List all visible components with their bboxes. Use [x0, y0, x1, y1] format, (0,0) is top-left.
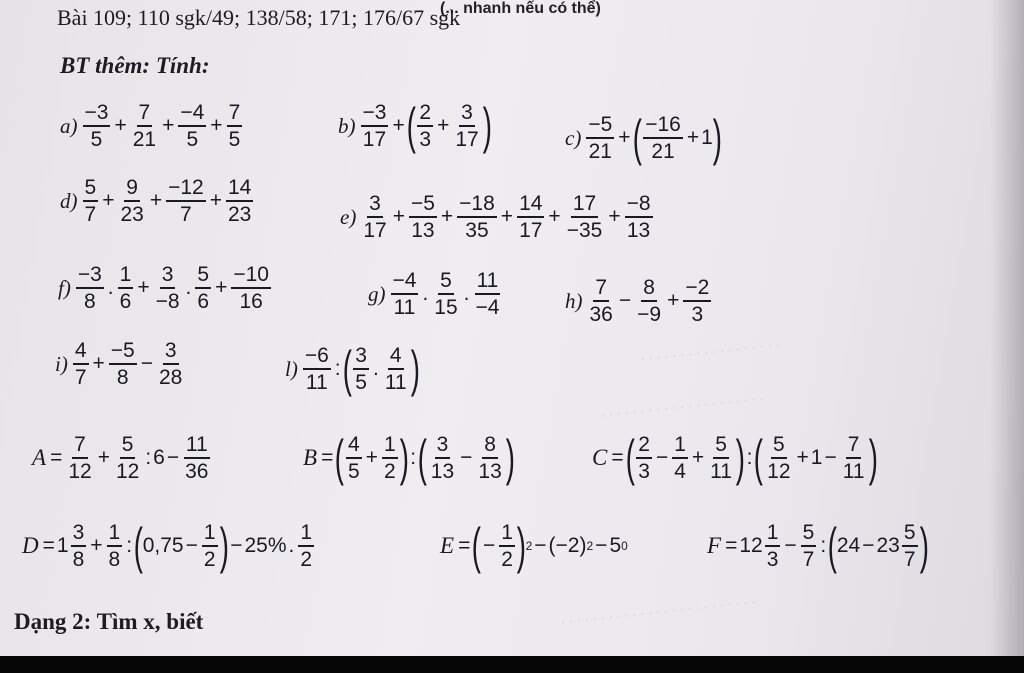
operator: +	[210, 114, 223, 137]
numerator: 7	[846, 432, 862, 459]
numerator: 4	[73, 338, 89, 365]
fraction	[83, 175, 99, 227]
numerator: −5	[586, 112, 614, 139]
operator: +	[209, 189, 222, 212]
operator: =	[50, 446, 63, 469]
fraction	[66, 432, 93, 484]
parenthesis: )	[919, 518, 929, 574]
numerator: 9	[124, 175, 140, 202]
fraction	[765, 432, 792, 484]
operator: +	[365, 446, 378, 469]
numerator: 1	[202, 520, 218, 547]
numerator: −3	[83, 100, 111, 127]
denominator: 6	[119, 290, 132, 313]
parenthesis: )	[712, 110, 722, 166]
operator: −	[482, 534, 496, 557]
denominator: 17	[363, 219, 387, 242]
numerator: 5	[438, 268, 454, 295]
numerator: 5	[83, 175, 99, 202]
fraction	[683, 275, 711, 327]
operator: −	[230, 534, 243, 557]
operator: +	[796, 446, 809, 469]
denominator: 16	[239, 290, 263, 313]
denominator: 2	[203, 548, 216, 571]
operator: =	[321, 446, 334, 469]
denominator: 8	[83, 290, 96, 313]
fraction	[353, 343, 369, 395]
operator: −	[618, 289, 632, 312]
denominator: −9	[637, 303, 662, 326]
numerator: −3	[76, 262, 104, 289]
problem-a	[60, 100, 244, 152]
numerator: −5	[109, 338, 137, 365]
parenthesis: (	[406, 98, 416, 154]
numerator: 8	[641, 275, 657, 302]
parenthesis: )	[735, 430, 745, 486]
variable-name: B	[303, 445, 318, 470]
problem-l	[285, 343, 419, 395]
problem-label: f)	[58, 275, 71, 300]
expression-D	[22, 520, 316, 572]
number: 25%	[244, 534, 287, 557]
problem-h	[565, 275, 713, 327]
fraction	[346, 432, 362, 484]
fraction	[457, 191, 497, 243]
denominator: 7	[84, 203, 97, 226]
problem-label: h)	[565, 288, 583, 313]
denominator: 11	[384, 371, 407, 394]
numerator: 1	[499, 520, 515, 547]
number: 24	[836, 534, 861, 557]
parenthesis: )	[399, 430, 409, 486]
denominator: 21	[588, 140, 612, 163]
denominator: 23	[227, 203, 252, 226]
fraction	[76, 262, 104, 314]
denominator: 13	[430, 460, 455, 483]
problem-label: g)	[368, 281, 386, 306]
operator: +	[608, 205, 621, 228]
fraction	[765, 520, 781, 572]
numerator: 5	[120, 432, 136, 459]
numerator: 7	[593, 275, 609, 302]
problem-e	[340, 191, 655, 243]
operator: .	[288, 534, 295, 557]
denominator: 36	[185, 460, 209, 483]
numerator: −2	[683, 275, 711, 302]
numerator: −18	[457, 191, 497, 218]
fraction	[183, 432, 210, 484]
denominator: 21	[651, 140, 675, 163]
operator: .	[185, 276, 192, 299]
problem-b	[338, 100, 491, 152]
denominator: 12	[115, 460, 140, 483]
denominator: 8	[72, 548, 85, 571]
fraction	[708, 432, 734, 484]
fraction	[303, 343, 331, 395]
fraction	[195, 262, 211, 314]
numerator: 14	[226, 175, 253, 202]
fraction	[841, 432, 867, 484]
expression-E	[440, 520, 628, 572]
operator: −	[595, 534, 608, 557]
numerator: −4	[178, 100, 206, 127]
problem-label: i)	[55, 351, 68, 376]
denominator: 11	[842, 460, 865, 483]
fraction	[383, 343, 409, 395]
operator: :	[746, 446, 753, 469]
operator: −	[166, 446, 180, 469]
numerator: 17	[571, 191, 598, 218]
number: 6	[153, 446, 165, 469]
variable-name: E	[440, 533, 455, 558]
problem-label: l)	[285, 356, 298, 381]
fraction	[226, 175, 253, 227]
fraction	[672, 432, 688, 484]
denominator: 3	[691, 303, 704, 326]
fraction	[643, 112, 683, 164]
fraction	[902, 520, 918, 572]
denominator: 6	[197, 290, 210, 313]
number: 0,75	[142, 534, 184, 557]
denominator: 17	[519, 219, 543, 242]
numerator: 5	[801, 520, 817, 547]
number: 1	[56, 534, 69, 557]
operator: =	[611, 446, 624, 469]
exponent: 2	[525, 539, 533, 553]
fraction	[131, 100, 158, 152]
operator: −	[140, 352, 153, 375]
fraction	[588, 275, 615, 327]
denominator: 5	[90, 128, 103, 151]
fraction	[432, 268, 459, 320]
numerator: 1	[118, 262, 134, 289]
problem-d	[60, 175, 255, 227]
operator: .	[422, 282, 429, 305]
numerator: 3	[71, 520, 87, 547]
operator: −	[534, 534, 547, 557]
fraction	[227, 100, 243, 152]
operator: +	[500, 205, 514, 228]
operator: +	[437, 114, 450, 137]
denominator: 7	[74, 366, 87, 389]
variable-name: F	[707, 533, 722, 558]
fraction	[109, 338, 137, 390]
numerator: 3	[160, 262, 176, 289]
fraction	[231, 262, 271, 314]
fraction	[517, 191, 544, 243]
operator: +	[618, 126, 631, 149]
numerator: 5	[713, 432, 729, 459]
denominator: 7	[903, 548, 916, 571]
operator: +	[392, 205, 405, 228]
parenthesis: (	[632, 110, 642, 166]
operator: +	[691, 446, 705, 469]
parenthesis: (	[472, 518, 482, 574]
exponent: 2	[586, 539, 594, 553]
denominator: 5	[228, 128, 241, 151]
numerator: 14	[517, 191, 544, 218]
denominator: 7	[180, 203, 192, 226]
numerator: 1	[672, 432, 688, 459]
parenthesis: (	[335, 430, 345, 486]
operator: −	[655, 446, 669, 469]
fraction	[107, 520, 123, 572]
fraction	[202, 520, 218, 572]
numerator: 1	[765, 520, 781, 547]
operator: +	[686, 126, 700, 149]
label-a: a)	[60, 113, 78, 138]
operator: =	[42, 534, 55, 557]
number: 12	[739, 534, 763, 557]
denominator: 11	[710, 460, 732, 483]
operator: .	[372, 357, 379, 380]
numerator: −6	[303, 343, 331, 370]
problem-label: b)	[338, 113, 356, 138]
denominator: 5	[347, 460, 360, 483]
fraction	[154, 262, 182, 314]
operator: :	[820, 534, 827, 557]
numerator: 3	[435, 432, 451, 459]
bleed-through-text: . . . . . . . . . . . . . . . . . .	[639, 332, 781, 365]
bottom-black-strip	[0, 656, 1024, 673]
problem-label: c)	[565, 125, 582, 150]
homework-line: Bài 109; 110 sgk/49; 138/58; 171; 176/67 sgk	[57, 5, 461, 30]
parenthesis: (	[827, 518, 838, 574]
fraction	[474, 268, 502, 320]
number: 23	[876, 534, 900, 557]
operator: +	[114, 114, 127, 137]
denominator: 8	[116, 366, 129, 389]
numerator: 3	[353, 343, 369, 370]
parenthesis: (	[342, 341, 352, 397]
operator: .	[107, 276, 114, 299]
header-note: (... nhanh nếu có thể)	[440, 0, 601, 17]
section-heading-find-x: Dạng 2: Tìm x, biết	[14, 609, 204, 634]
expression-F	[707, 520, 928, 572]
fraction	[382, 432, 398, 484]
denominator: 2	[383, 460, 396, 483]
fraction	[476, 432, 503, 484]
numerator: 4	[346, 432, 362, 459]
numerator: −5	[409, 191, 437, 218]
denominator: 5	[186, 128, 199, 151]
operator: :	[145, 446, 152, 469]
problem-label: d)	[60, 188, 78, 213]
operator: =	[725, 534, 738, 557]
fraction	[157, 338, 184, 390]
numerator: −4	[391, 268, 419, 295]
exponent: 0	[621, 539, 628, 553]
operator: −	[185, 534, 198, 557]
fraction	[114, 432, 141, 484]
numerator: 2	[636, 432, 652, 459]
variable-name: C	[592, 445, 608, 470]
denominator: 36	[589, 303, 613, 326]
denominator: −35	[566, 219, 603, 242]
expression-C	[592, 432, 877, 484]
denominator: 12	[767, 460, 791, 483]
number: 1	[701, 126, 713, 149]
fraction	[625, 191, 653, 243]
denominator: 28	[159, 366, 183, 389]
denominator: 35	[465, 219, 489, 242]
operator: :	[126, 534, 133, 557]
page-edge-shadow	[990, 0, 1024, 656]
operator: +	[137, 276, 150, 299]
operator: +	[149, 189, 163, 212]
operator: =	[458, 534, 471, 557]
fraction	[73, 338, 89, 390]
parenthesis: (	[133, 518, 143, 574]
fraction	[586, 112, 614, 164]
fraction	[801, 520, 817, 572]
fraction	[453, 100, 480, 152]
parenthesis: (	[417, 430, 428, 486]
problem-label: e)	[340, 204, 357, 229]
denominator: 2	[300, 548, 313, 571]
expression-A	[32, 432, 212, 484]
fraction	[409, 191, 437, 243]
numerator: 1	[107, 520, 123, 547]
parenthesis: (	[754, 430, 764, 486]
numerator: 5	[902, 520, 918, 547]
extra-exercises-title: BT thêm: Tính:	[60, 53, 210, 78]
fraction	[118, 175, 145, 227]
variable-name: D	[22, 533, 39, 558]
numerator: 11	[475, 268, 501, 295]
number: 5	[609, 534, 622, 557]
denominator: 7	[802, 548, 815, 571]
operator: +	[667, 289, 680, 312]
denominator: 5	[355, 371, 367, 394]
denominator: 23	[120, 203, 144, 226]
operator: :	[410, 446, 417, 469]
fraction	[361, 191, 388, 243]
denominator: 8	[108, 548, 121, 571]
fraction	[166, 175, 206, 227]
denominator: −8	[155, 290, 180, 313]
parenthesis: (	[625, 430, 635, 486]
operator: +	[90, 534, 103, 557]
fraction	[361, 100, 389, 152]
operator: .	[463, 282, 470, 305]
operator: −	[784, 534, 797, 557]
operator: +	[548, 205, 561, 228]
problem-g	[368, 268, 503, 320]
denominator: 11	[305, 371, 328, 394]
numerator: 2	[417, 100, 433, 127]
problem-i	[55, 338, 186, 390]
bleed-through-text: . . . . . . . . . . . . . . . . . . . . .	[599, 386, 765, 421]
numerator: 5	[195, 262, 211, 289]
denominator: 15	[434, 296, 458, 319]
denominator: 21	[132, 128, 157, 151]
parenthesis: )	[219, 518, 229, 574]
numerator: 3	[459, 100, 475, 127]
number: 1	[810, 446, 823, 469]
denominator: 12	[68, 460, 92, 483]
operator: −	[824, 446, 837, 469]
parenthesis: )	[505, 430, 515, 486]
denominator: 3	[638, 460, 650, 483]
numerator: 8	[482, 432, 498, 459]
operator: :	[334, 357, 341, 380]
parenthesis: )	[868, 430, 878, 486]
numerator: 4	[388, 343, 404, 370]
fraction	[391, 268, 419, 320]
fraction	[83, 100, 111, 152]
problem-c	[565, 112, 721, 164]
fraction	[636, 432, 652, 484]
numerator: 7	[137, 100, 153, 127]
fraction	[71, 520, 87, 572]
operator: +	[162, 114, 175, 137]
denominator: 11	[393, 296, 416, 319]
numerator: −16	[643, 112, 683, 139]
numerator: 3	[163, 338, 179, 365]
number: (−2)	[548, 534, 587, 557]
denominator: 3	[766, 548, 779, 571]
operator: +	[440, 205, 454, 228]
numerator: −3	[361, 100, 389, 127]
denominator: 17	[455, 128, 479, 151]
fraction	[298, 520, 314, 572]
operator: +	[92, 352, 105, 375]
operator: +	[215, 276, 228, 299]
parenthesis: )	[482, 98, 492, 154]
numerator: 1	[382, 432, 398, 459]
numerator: −8	[625, 191, 653, 218]
operator: −	[862, 534, 875, 557]
denominator: 2	[501, 548, 513, 571]
fraction	[178, 100, 206, 152]
numerator: 3	[367, 191, 383, 218]
operator: +	[392, 114, 405, 137]
denominator: 3	[419, 128, 432, 151]
denominator: 13	[626, 219, 651, 242]
parenthesis: )	[410, 341, 420, 397]
parenthesis: )	[516, 518, 526, 574]
denominator: −4	[475, 296, 500, 319]
operator: −	[460, 446, 473, 469]
denominator: 13	[478, 460, 502, 483]
numerator: 5	[771, 432, 787, 459]
numerator: 7	[72, 432, 88, 459]
fraction	[565, 191, 605, 243]
numerator: −12	[166, 175, 206, 202]
problem-f	[58, 262, 273, 314]
fraction	[118, 262, 134, 314]
denominator: 17	[362, 128, 387, 151]
fraction	[417, 100, 433, 152]
bleed-through-text: . . . . . . . . . . . . . . . . . . . . . . . . .	[559, 589, 757, 628]
expression-B	[303, 432, 514, 484]
fraction	[429, 432, 456, 484]
fraction	[499, 520, 515, 572]
fraction	[635, 275, 663, 327]
numerator: −10	[231, 262, 271, 289]
operator: +	[102, 189, 115, 212]
numerator: 7	[227, 100, 243, 127]
variable-name: A	[32, 445, 47, 470]
numerator: 1	[298, 520, 314, 547]
denominator: 4	[674, 460, 686, 483]
operator: +	[97, 446, 110, 469]
numerator: 11	[184, 432, 210, 459]
denominator: 13	[411, 219, 435, 242]
